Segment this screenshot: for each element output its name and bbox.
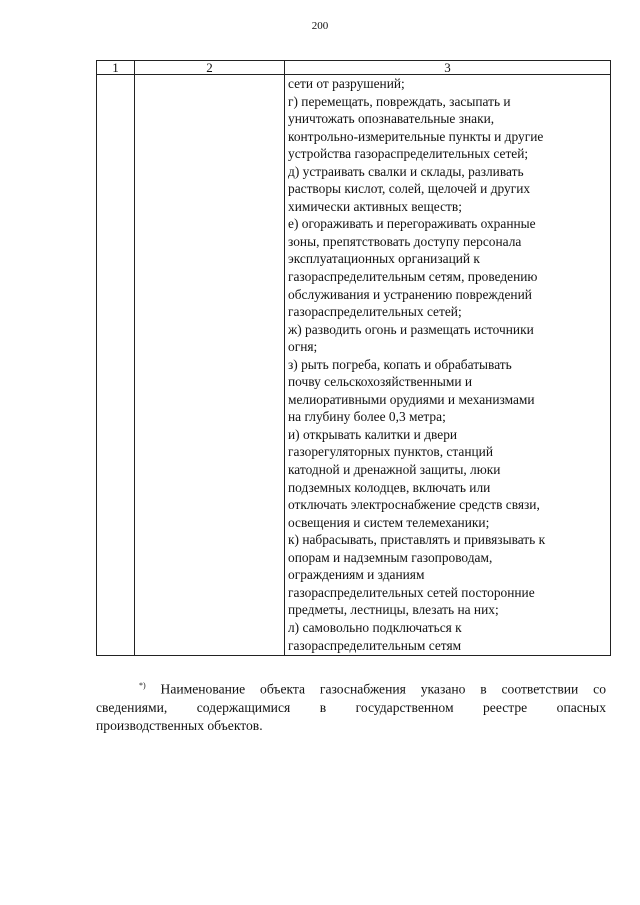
- text-line: зоны, препятствовать доступу персонала: [288, 233, 522, 249]
- text-line: эксплуатационных организаций к: [288, 251, 480, 267]
- text-line: газораспределительным сетям: [288, 637, 462, 653]
- column-header-2: 2: [135, 61, 285, 75]
- cell-col-1: [97, 75, 135, 656]
- text-line: на глубину более 0,3 метра;: [288, 409, 446, 425]
- text-line: уничтожать опознавательные знаки,: [288, 111, 495, 127]
- footnote-marker: *): [139, 681, 146, 690]
- text-line: устройства газораспределительных сетей;: [288, 146, 529, 162]
- page-number: 200: [311, 20, 329, 32]
- text-line: д) устраивать свалки и склады, разливать: [288, 163, 524, 179]
- text-line: мелиоративными орудиями и механизмами: [288, 391, 535, 407]
- text-line: огня;: [288, 339, 318, 355]
- table-header-row: [97, 61, 611, 75]
- table-row: [97, 75, 611, 656]
- text-line: контрольно-измерительные пункты и другие: [288, 128, 544, 144]
- text-line: и) открывать калитки и двери: [288, 426, 458, 442]
- footnote: [96, 677, 606, 735]
- text-line: е) огораживать и перегораживать охранные: [288, 216, 536, 232]
- text-line: предметы, лестницы, влезать на них;: [288, 602, 499, 618]
- text-line: обслуживания и устранению повреждений: [288, 286, 532, 302]
- footnote-line-2: сведениями, содержащимися в государственном реестре опасных: [96, 699, 606, 715]
- text-line: з) рыть погреба, копать и обрабатывать: [288, 356, 512, 372]
- column-header-1: 1: [97, 61, 135, 75]
- text-line: отключать электроснабжение средств связи,: [288, 497, 540, 513]
- footnote-line-1: [96, 677, 606, 699]
- text-line: растворы кислот, солей, щелочей и других: [288, 181, 531, 197]
- text-line: подземных колодцев, включать или: [288, 479, 491, 495]
- column-header-3: 3: [285, 61, 611, 75]
- document-table: [96, 60, 611, 656]
- text-line: газораспределительных сетей;: [288, 304, 462, 320]
- text-line: освещения и систем телемеханики;: [288, 514, 490, 530]
- text-line: ограждениям и зданиям: [288, 567, 425, 583]
- footnote-line-3: производственных объектов.: [96, 717, 263, 733]
- cell-col-2: [135, 75, 285, 656]
- text-line: опорам и надземным газопроводам,: [288, 549, 493, 565]
- text-line: к) набрасывать, приставлять и привязывать к: [288, 532, 546, 548]
- footnote-text-1: Наименование объекта газоснабжения указано в соответствии со: [160, 681, 606, 697]
- text-line: газораспределительным сетям, проведению: [288, 269, 538, 285]
- text-line: газораспределительных сетей посторонние: [288, 584, 535, 600]
- text-line: катодной и дренажной защиты, люки: [288, 462, 501, 478]
- text-line: сети от разрушений;: [288, 76, 405, 91]
- text-line: г) перемещать, повреждать, засыпать и: [288, 93, 511, 109]
- cell-col-3: [285, 75, 611, 656]
- text-line: л) самовольно подключаться к: [288, 619, 462, 635]
- text-line: газорегуляторных пунктов, станций: [288, 444, 494, 460]
- text-line: ж) разводить огонь и размещать источники: [288, 321, 534, 337]
- text-line: почву сельскохозяйственными и: [288, 374, 473, 390]
- text-line: химически активных веществ;: [288, 198, 462, 214]
